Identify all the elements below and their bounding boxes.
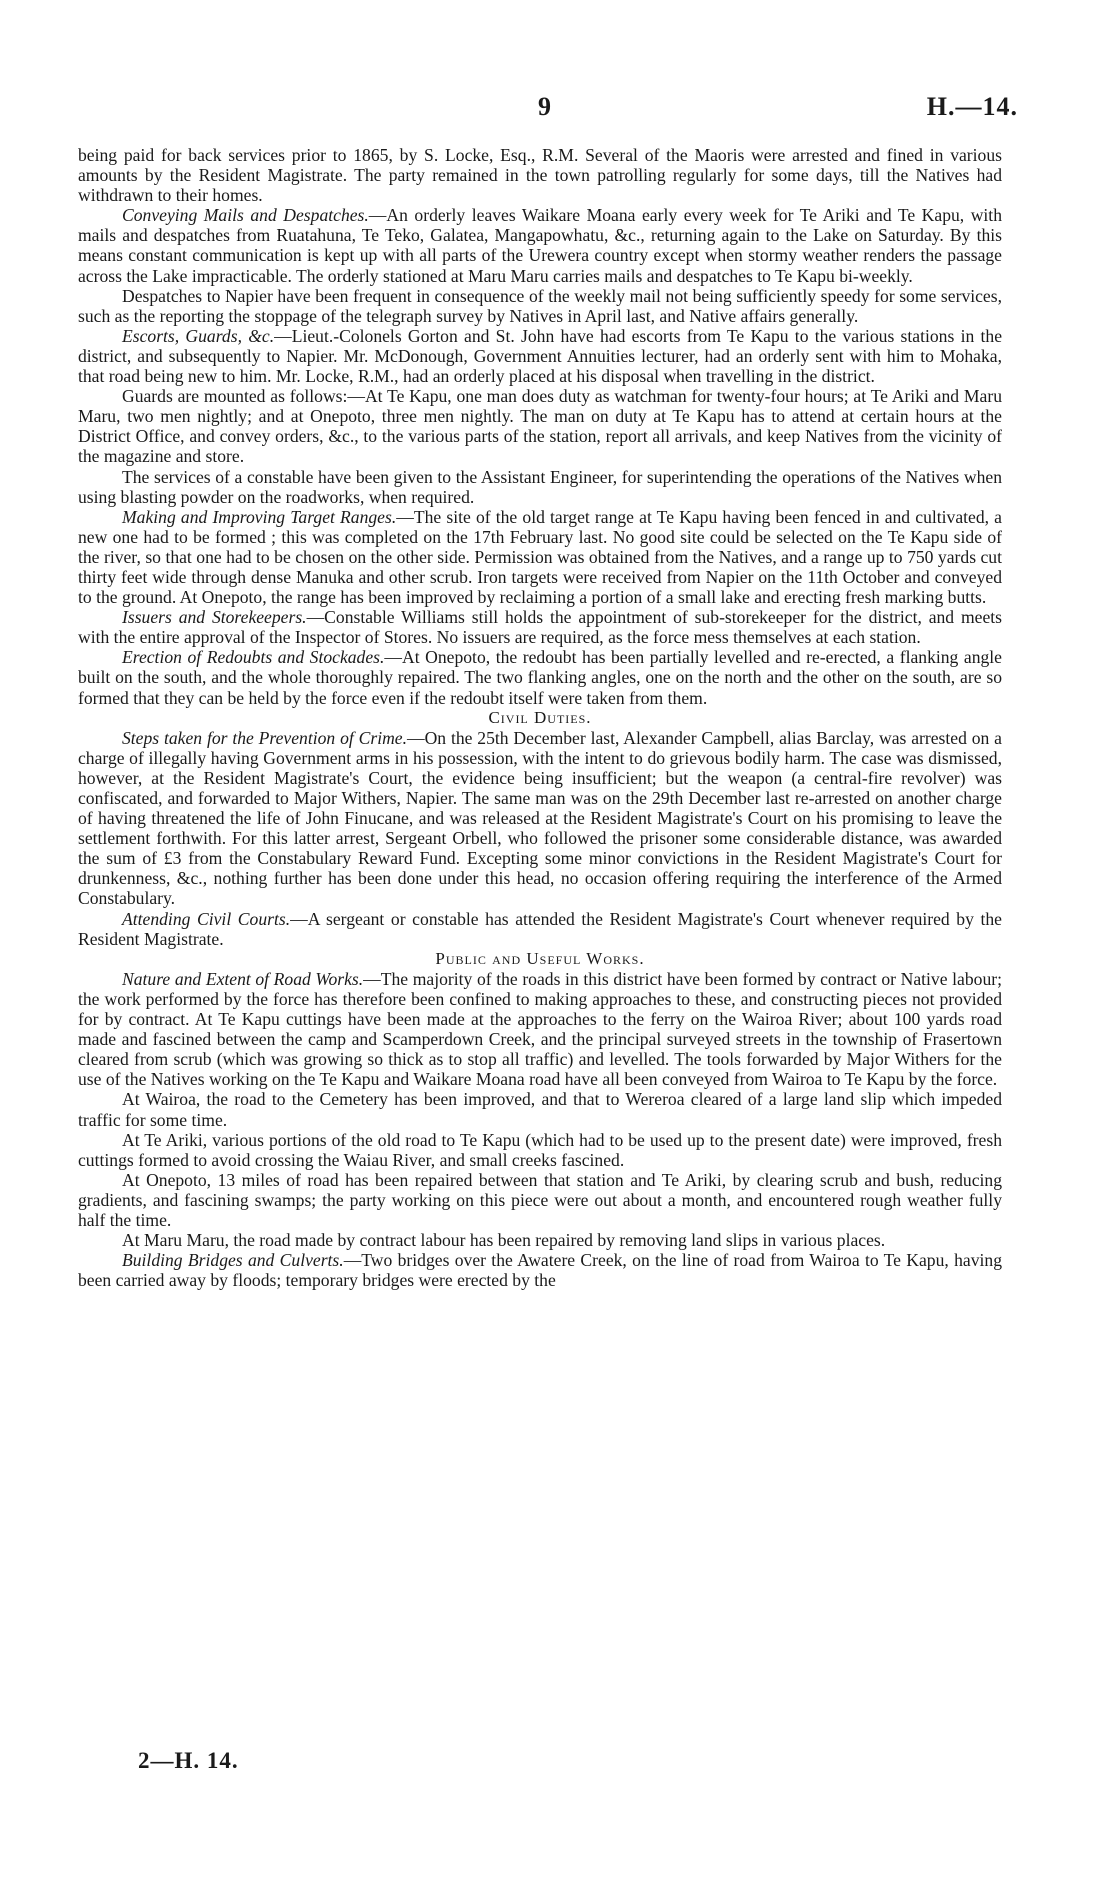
paragraph-target-ranges: Making and Improving Target Ranges.—The site of the old target range at Te Kapu having been fenced in and cultivated, a new one had to be formed ; this was completed on the 17th February last. No good site could be selected on the Te Kapu side of the river, so that one had to be chosen on the other side. Permission was obtained from the Natives, and a range up to 750 yards cut thirty feet wide through dense Manuka and other scrub. Iron targets were received from Napier on the 11th October and conveyed to the ground. At Onepoto, the range has been improved by reclaiming a portion of a small lake and erecting fresh marking butts.	[78, 506, 1002, 608]
paragraph-constable: The services of a constable have been given to the Assistant Engineer, for superintending the operations of the Natives when using blasting powder on the roadworks, when required.	[78, 466, 1002, 507]
document-reference: H.—14.	[926, 92, 1018, 121]
side-heading: Nature and Extent of Road Works.	[122, 968, 364, 989]
side-heading: Steps taken for the Prevention of Crime.	[122, 727, 407, 748]
paragraph-maru-maru: At Maru Maru, the road made by contract labour has been repaired by removing land slips in various places.	[122, 1230, 886, 1251]
section-title-civil-duties: Civil Duties.	[488, 707, 592, 727]
paragraph-wairoa: At Wairoa, the road to the Cemetery has been improved, and that to Wereroa cleared of a large land slip which impeded traffic for some time.	[78, 1089, 1002, 1130]
paragraph-guards: Guards are mounted as follows:—At Te Kapu, one man does duty as watchman for twenty-four hours; at Te Ariki and Maru Maru, two men nightly; and at Onepoto, three men nightly. The man on duty at Te Kapu has to attend at certain hours at the District Office, and convey orders, &c., to the various parts of the station, report all arrivals, and keep Natives from the vicinity of the magazine and store.	[78, 386, 1002, 467]
document-body	[78, 145, 1002, 1290]
paragraph-civil-courts: Attending Civil Courts.—A sergeant or constable has attended the Resident Magistrate's Court whenever required by the Resident Magistrate.	[78, 908, 1002, 949]
section-title-public-works: Public and Useful Works.	[435, 948, 645, 968]
paragraph-road-works: Nature and Extent of Road Works.—The majority of the roads in this district have been formed by contract or Native labour; the work performed by the force has therefore been confined to making approaches to these, and constructing pieces not provided for by contract. At Te Kapu cuttings have been made at the approaches to the ferry on the Wairoa River; about 100 yards road made and fascined between the camp and Scamperdown Creek, and the principal surveyed streets in the township of Frasertown cleared from scrub (which was growing so thick as to stop all traffic) and levelled. The tools forwarded by Major Withers for the use of the Natives working on the Te Kapu and Waikare Moana road have all been conveyed from Wairoa to Te Kapu by the force.	[78, 968, 1002, 1090]
paragraph-redoubts: Erection of Redoubts and Stockades.—At Onepoto, the redoubt has been partially levelled and re-erected, a flanking angle built on the south, and the whole thoroughly repaired. The two flanking angles, one on the north and the other on the south, are so formed that they can be held by the force even if the redoubt itself were taken from them.	[78, 647, 1002, 708]
paragraph-te-ariki: At Te Ariki, various portions of the old road to Te Kapu (which had to be used up to the present date) were improved, fresh cuttings formed to avoid crossing the Waiau River, and small creeks fascined.	[78, 1129, 1002, 1170]
side-heading: Making and Improving Target Ranges.	[122, 506, 397, 527]
paragraph-escorts: Escorts, Guards, &c.—Lieut.-Colonels Gorton and St. John have had escorts from Te Kapu to the various stations in the district, and subsequently to Napier. Mr. McDonough, Government Annuities lecturer, had an orderly sent with him to Mohaka, that road being new to him. Mr. Locke, R.M., had an orderly placed at his disposal when travelling in the district.	[78, 325, 1002, 387]
page-number: 9	[538, 92, 551, 121]
paragraph-prevention-of-crime: Steps taken for the Prevention of Crime.—On the 25th December last, Alexander Campbell, alias Barclay, was arrested on a charge of illegally having Government arms in his possession, with the intent to do grievous bodily harm. The case was dismissed, however, at the Resident Magistrate's Court, the evidence being insufficient; but the weapon (a central-fire revolver) was confiscated, and forwarded to Major Withers, Napier. The same man was on the 29th December last re-arrested on another charge of having threatened the life of John Finucane, and was released at the Resident Magistrate's Court on his promising to leave the settlement forthwith. For this latter arrest, Sergeant Orbell, who followed the prisoner some considerable distance, was awarded the sum of £3 from the Constabulary Reward Fund. Excepting some minor convictions in the Resident Magistrate's Court for drunkenness, &c., nothing further has been done under this head, no occasion offering requiring the interference of the Armed Constabulary.	[78, 727, 1002, 909]
side-heading: Building Bridges and Culverts.	[122, 1250, 344, 1271]
paragraph-onepoto: At Onepoto, 13 miles of road has been repaired between that station and Te Ariki, by clearing scrub and bush, reducing gradients, and fascining swamps; the party working on this piece were out about a month, and encountered rough weather fully half the time.	[78, 1169, 1002, 1230]
side-heading: Erection of Redoubts and Stockades.	[122, 647, 385, 668]
paragraph-despatches: Despatches to Napier have been frequent in consequence of the weekly mail not being sufficiently speedy for some services, such as the reporting the stoppage of the telegraph survey by Natives in April last, and Native affairs generally.	[78, 285, 1002, 326]
paragraph-continuation: being paid for back services prior to 1865, by S. Locke, Esq., R.M. Several of the Maoris were arrested and fined in various amounts by the Resident Magistrate. The party remained in the town patrolling regularly for some days, till the Natives had withdrawn to their homes.	[78, 145, 1002, 206]
paragraph-mails: Conveying Mails and Despatches.—An orderly leaves Waikare Moana early every week for Te Ariki and Te Kapu, with mails and despatches from Ruatahuna, Te Teko, Galatea, Mangapowhatu, &c., returning again to the Lake on Saturday. By this means constant communication is kept up with all parts of the Urewera country except when stormy weather renders the passage across the Lake impracticable. The orderly stationed at Maru Maru carries mails and despatches to Te Kapu bi-weekly.	[78, 205, 1002, 286]
side-heading: Attending Civil Courts.	[122, 908, 291, 929]
side-heading: Conveying Mails and Despatches.	[122, 205, 369, 226]
paragraph-bridges: Building Bridges and Culverts.—Two bridges over the Awatere Creek, on the line of road from Wairoa to Te Kapu, having been carried away by floods; temporary bridges were erected by the	[78, 1250, 1003, 1291]
side-heading: Escorts, Guards, &c.	[122, 325, 275, 346]
page-footer-signature: 2—H. 14.	[138, 1748, 239, 1773]
side-heading: Issuers and Storekeepers.	[122, 607, 307, 628]
paragraph-storekeepers: Issuers and Storekeepers.—Constable Williams still holds the appointment of sub-storekeeper for the district, and meets with the entire approval of the Inspector of Stores. No issuers are required, as the force mess themselves at each station.	[78, 607, 1003, 648]
